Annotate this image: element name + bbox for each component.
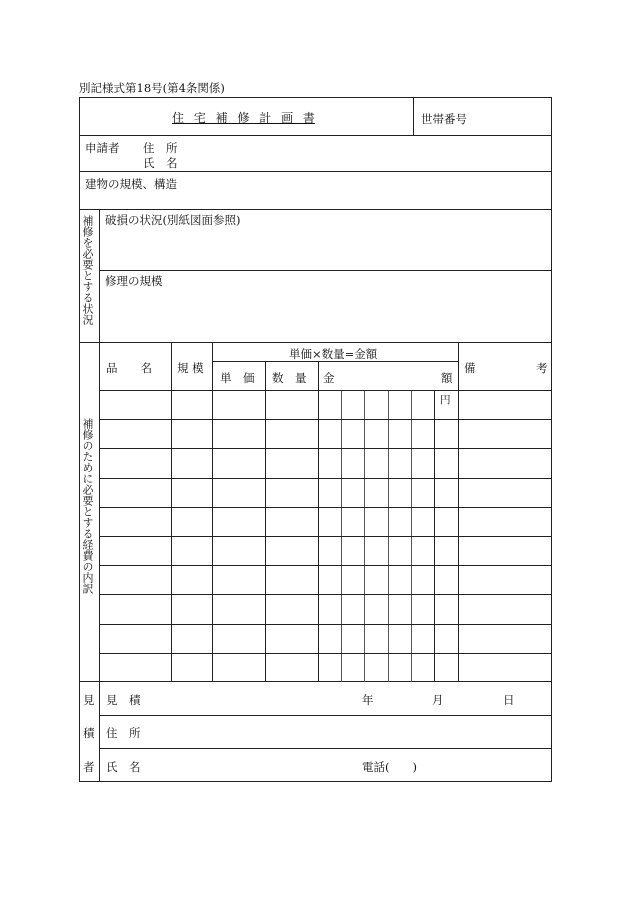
col-remarks-right: 考 (536, 361, 548, 375)
table-row-divider (99, 419, 552, 420)
col-scale: 規 模 (177, 361, 204, 375)
applicant-address-label: 住 所 (143, 141, 178, 155)
col-unit-price: 単 価 (220, 371, 255, 385)
estimate-day: 日 (503, 693, 515, 707)
repair-need-side-label: 補修を必要とする状況 (81, 215, 94, 325)
household-number-label: 世帯番号 (421, 112, 467, 126)
applicant-name-label: 氏 名 (143, 156, 178, 170)
table-row-divider (99, 653, 552, 654)
estimator-phone-label: 電話( ) (362, 760, 417, 774)
col-remarks-left: 備 (464, 361, 476, 375)
table-row-divider (99, 448, 552, 449)
table-row-divider (99, 624, 552, 625)
estimator-side-char-1: 見 (83, 693, 95, 707)
estimate-year: 年 (362, 693, 374, 707)
estimator-address-label: 住 所 (106, 726, 141, 740)
table-row-divider (99, 565, 552, 566)
building-label: 建物の規模、構造 (85, 177, 177, 191)
table-row-divider (99, 536, 552, 537)
damage-status-label: 破損の状況(別紙図面参照) (105, 213, 241, 227)
col-item-name: 品 名 (106, 361, 152, 375)
estimator-side-char-3: 者 (83, 760, 95, 774)
repair-scale-label: 修理の規模 (105, 274, 163, 288)
form-reference: 別記様式第18号(第4条関係) (79, 81, 225, 95)
table-row-divider (99, 594, 552, 595)
estimator-section (79, 682, 552, 782)
col-amount-right: 額 (441, 371, 453, 385)
col-amount-left: 金 (323, 371, 335, 385)
applicant-label: 申請者 (85, 141, 120, 155)
estimator-side-char-2: 積 (83, 726, 95, 740)
cost-side-label: 補修のために必要とする経費の内訳 (81, 418, 94, 594)
estimator-name-label: 氏 名 (106, 760, 141, 774)
yen-unit: 円 (440, 394, 451, 406)
table-row-divider (99, 507, 552, 508)
page-title: 住 宅 補 修 計 画 書 (172, 111, 315, 125)
col-quantity: 数 量 (272, 371, 307, 385)
cost-breakdown-table (79, 343, 552, 682)
col-formula: 単価×数量=金額 (289, 347, 378, 361)
estimate-date-label: 見 積 (106, 693, 141, 707)
estimate-month: 月 (432, 693, 444, 707)
title-box (79, 97, 552, 136)
table-row-divider (99, 478, 552, 479)
